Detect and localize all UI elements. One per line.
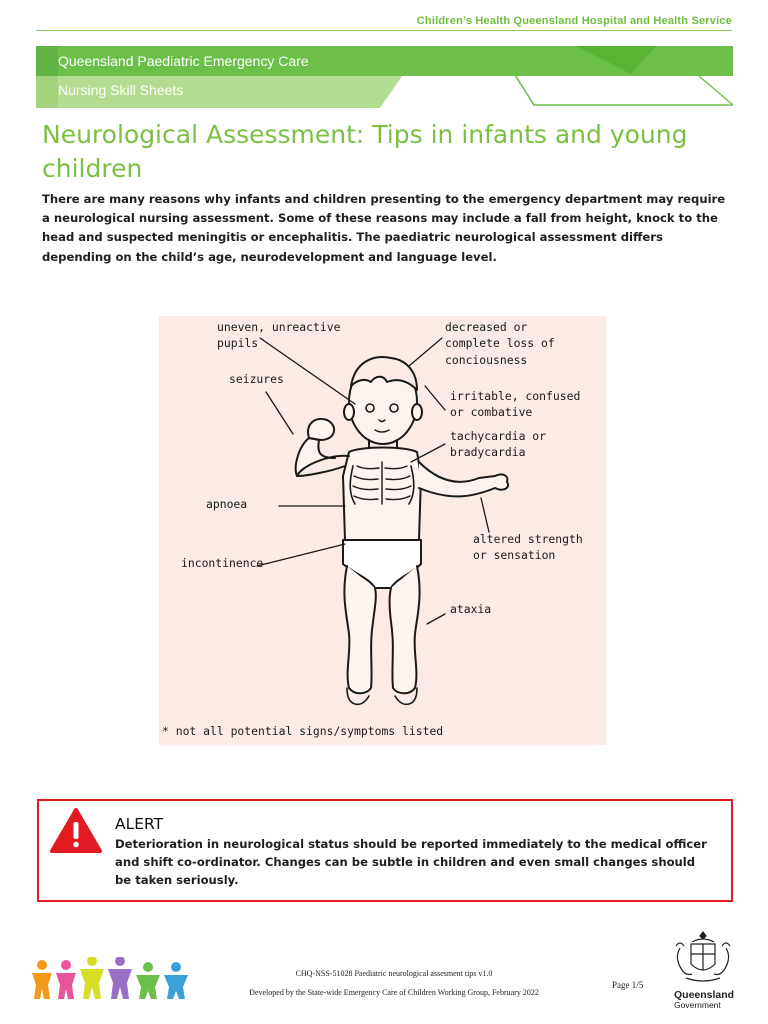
page-number: Page 1/5: [612, 980, 644, 990]
series-title: Nursing Skill Sheets: [58, 82, 184, 98]
alert-text: Deterioration in neurological status should be reported immediately to the medical officer and shift co-ordinator. Changes can be subtle in children and even small changes should be taken seriously.: [115, 837, 707, 887]
label-apnoea: apnoea: [206, 497, 248, 511]
label-consciousness: decreased or complete loss of conciousness: [445, 320, 555, 367]
child-assessment-figure: [159, 316, 606, 745]
label-ataxia: ataxia: [450, 602, 492, 616]
label-strength: altered strength or sensation: [473, 532, 583, 563]
logo-sub: Government: [674, 1000, 721, 1010]
logo-name: Queensland: [674, 989, 735, 1001]
queensland-crest-logo: [666, 928, 740, 988]
page-title: Neurological Assessment: Tips in infants and young children: [42, 120, 688, 183]
alert-title: ALERT: [115, 815, 164, 833]
header-rule: [36, 30, 732, 31]
label-seizures: seizures: [229, 372, 284, 386]
label-pupils: uneven, unreactive pupils: [217, 320, 341, 351]
warning-triangle-icon: [49, 807, 103, 855]
program-title: Queensland Paediatric Emergency Care: [58, 53, 309, 69]
program-banner: [36, 46, 733, 108]
alert-box: [37, 799, 733, 902]
figure-footnote: * not all potential signs/symptoms listed: [162, 724, 444, 738]
label-incontinence: incontinence: [181, 556, 264, 570]
organisation-name: Children’s Health Queensland Hospital and Health Service: [416, 15, 732, 27]
document-id: CHQ-NSS-51028 Paediatric neurological assesment tips v1.0: [295, 969, 493, 978]
intro-paragraph: There are many reasons why infants and children presenting to the emergency department may require a neurological nursing assessment. Some of these reasons may include a fall from height, knock to the head and suspected meningitis or encephalitis. The paediatric neurological assessment differs depending on the child’s age, neurodevelopment and language level.: [42, 192, 726, 264]
label-irritable: irritable, confused or combative: [450, 389, 581, 420]
label-heart-rate: tachycardia or bradycardia: [450, 429, 547, 460]
developed-by: Developed by the State-wide Emergency Care of Children Working Group, February 2022: [249, 988, 539, 997]
